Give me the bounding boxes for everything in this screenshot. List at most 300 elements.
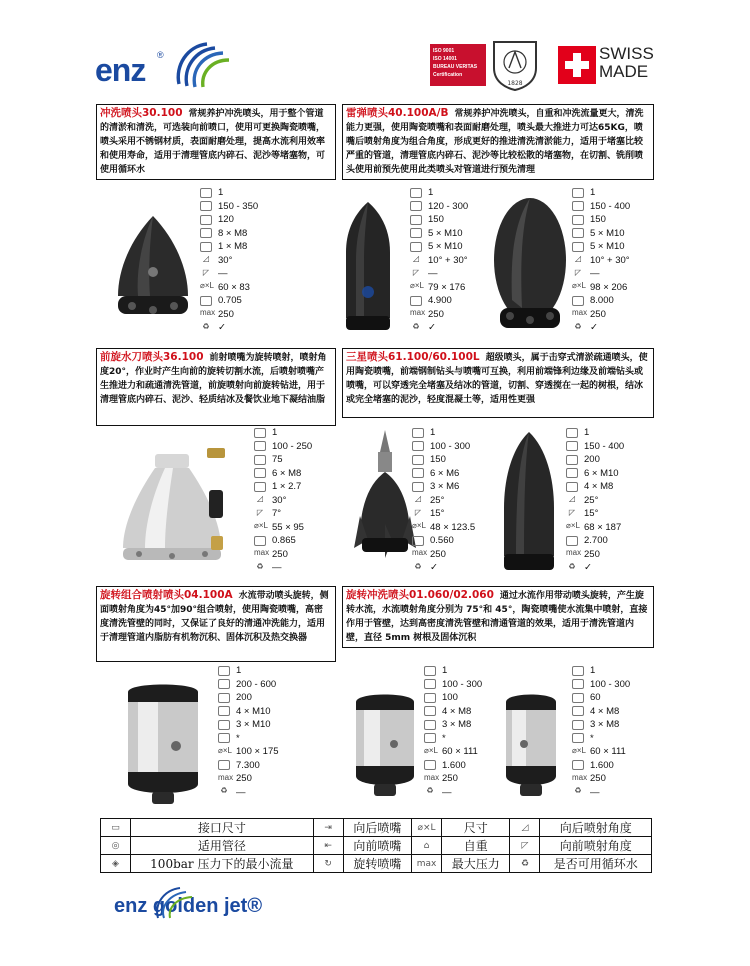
legend-label: 适用管径 (131, 837, 314, 855)
pipe-diameter-icon (424, 679, 436, 689)
spec-row (572, 254, 630, 268)
connection-icon (572, 188, 584, 198)
spec-value: 100 (442, 692, 458, 704)
spec-value: — (442, 786, 452, 798)
weight-icon (572, 760, 584, 770)
spec-row (566, 534, 624, 548)
dimension-icon: ⌀×L (218, 745, 232, 755)
cert-line: BUREAU VERITAS (433, 64, 478, 70)
front-jets-icon (424, 733, 436, 743)
cert-line: Certification (433, 72, 463, 78)
legend-row (101, 837, 652, 855)
front-jets-icon (410, 242, 422, 252)
rear-jets-icon (218, 720, 230, 730)
front-jets-icon (572, 733, 584, 743)
section-04-100a (96, 586, 336, 662)
spec-row (200, 227, 258, 241)
legend-label: 向前喷射角度 (540, 837, 652, 855)
rear-angle-icon: ◿ (414, 494, 422, 504)
spec-value: ✓ (590, 322, 598, 334)
front-angle-icon: ◸ (510, 837, 540, 855)
spec-value: 120 - 300 (428, 200, 469, 212)
spec-value: 1 (218, 187, 224, 199)
cert-line: ISO 14001 (433, 56, 457, 62)
spec-value: 6 × M6 (430, 467, 460, 479)
enz-golden-jet-logo (96, 882, 296, 922)
pipe-diameter-icon (410, 201, 422, 211)
spec-value: 60 × 111 (442, 746, 478, 758)
section-desc: 水流带动喷头旋转，侧面喷射角度为45°加90°组合喷射，使用陶瓷喷嘴，高密度清洗管壁的同时，又保证了良好的清通冲洗能力，适用于清理管道内脂肪有机物沉积、固体沉积及热交换器 (100, 591, 329, 643)
spec-row (254, 453, 312, 467)
spec-value: — (272, 562, 282, 574)
spec-value: 1 (236, 665, 242, 677)
spec-value: 250 (442, 773, 458, 785)
spec-row (572, 745, 630, 759)
connection-icon (218, 666, 230, 676)
dimension-icon: ⌀×L (254, 521, 268, 531)
spec-row (218, 678, 279, 692)
spec-value: * (442, 732, 446, 744)
spec-value: 150 - 400 (590, 200, 631, 212)
spec-row (566, 480, 624, 494)
legend-label: 是否可用循环水 (540, 855, 652, 873)
spec-value: ✓ (428, 322, 436, 334)
spec-value: 200 - 600 (236, 678, 277, 690)
connection-icon (410, 188, 422, 198)
spec-value: 7.300 (236, 759, 260, 771)
spec-value: — (218, 268, 228, 280)
spec-value: 250 (590, 308, 606, 320)
legend-label: 最大压力 (442, 855, 510, 873)
dimension-icon: ⌀×L (572, 281, 586, 291)
section-desc: 常规养护冲洗喷头，自重和冲洗流量更大，清洗能力更强，使用陶瓷喷嘴和表面耐磨处理，喷头最大推进力可达65KG，喷嘴后喷射角度为组合角度，形成更好的推进清洗清淤能力，适用于堵塞比较严重的管道，清理管底内碎石、泥沙等比较松散的堵塞物，在切割、铣削喷头使用前预先使用此类喷头对管道进行预先清理 (346, 109, 644, 175)
rear-jets-icon (412, 468, 424, 478)
min-flow-icon (200, 215, 212, 225)
spec-row (566, 453, 624, 467)
rear-angle-icon: ◿ (256, 494, 264, 504)
pipe-diameter-icon (200, 201, 212, 211)
spec-column-60-100l (566, 426, 624, 575)
spec-value: ✓ (218, 322, 226, 334)
spec-column-30-100 (200, 186, 258, 335)
section-title: 冲洗喷头30.100 (100, 107, 183, 119)
logo-reg: ® (157, 50, 164, 60)
connection-icon (572, 666, 584, 676)
spec-row (410, 200, 468, 214)
legend-table (100, 818, 652, 873)
spec-value: 25° (430, 494, 445, 506)
dimension-icon: ⌀×L (566, 521, 580, 531)
spec-row (412, 507, 475, 521)
swiss-made-badge (558, 46, 654, 84)
spec-row (218, 664, 279, 678)
legend-label: 自重 (442, 837, 510, 855)
spec-value: 4 × M8 (584, 481, 614, 493)
front-jets-icon (412, 482, 424, 492)
connection-icon (566, 428, 578, 438)
spec-row (572, 718, 630, 732)
legend-label: 尺寸 (442, 819, 510, 837)
spec-value: 1.600 (590, 759, 614, 771)
spec-row (424, 664, 482, 678)
spec-row (254, 467, 312, 481)
spec-row (410, 227, 468, 241)
rotating-jets-icon (218, 706, 230, 716)
rotating-jets-icon (572, 706, 584, 716)
spec-value: 100 - 300 (430, 440, 471, 452)
spec-column-36-100 (254, 426, 312, 575)
spec-row (412, 453, 475, 467)
spec-row (254, 521, 312, 535)
spec-row (254, 440, 312, 454)
rear-jets-icon (572, 720, 584, 730)
section-desc: 常规养护冲洗喷头，用于整个管道的清淤和清洗，可选装向前喷口，使用可更换陶瓷喷嘴，喷头采用不锈钢材质，表面耐磨处理，提高水流利用效率和使用寿命，适用于清理管底内碎石、泥沙等堵塞物，可使用循环水 (100, 109, 326, 175)
rear-jets-icon (566, 468, 578, 478)
front-angle-icon: ◸ (202, 267, 210, 277)
nozzle-61-100-image (350, 428, 420, 568)
weight-icon (566, 536, 578, 546)
spec-value: * (236, 732, 240, 744)
spec-column-04-100a (218, 664, 279, 799)
spec-value: 100 - 250 (272, 440, 313, 452)
spec-row (572, 200, 630, 214)
section-title: 前旋水刀喷头36.100 (100, 351, 204, 363)
spec-value: 100 - 300 (442, 678, 483, 690)
spec-value: 1 × M8 (218, 241, 248, 253)
spec-value: 3 × M8 (590, 719, 620, 731)
spec-value: 150 (428, 214, 444, 226)
spec-row (412, 440, 475, 454)
section-desc: 超级喷头，属于击穿式清淤疏通喷头，使用陶瓷喷嘴，前端钢制钻头与喷嘴可互换，利用前端锋利边缘及前端钻头或喷嘴，可以穿透完全堵塞及结冰的管道，切割、穿透搅在一起的树根，结冰或完全堵塞的泥沙，轻度混凝土等，适用性更强 (346, 353, 648, 405)
spec-row (254, 548, 312, 562)
spec-row (254, 426, 312, 440)
spec-value: 48 × 123.5 (430, 521, 476, 533)
spec-row (200, 308, 258, 322)
spec-row (566, 494, 624, 508)
spec-value: — (428, 268, 438, 280)
logo-text: enz (95, 52, 146, 88)
spec-value: 4.900 (428, 295, 452, 307)
spec-value: 200 (236, 692, 252, 704)
recycle-icon: ♻ (568, 561, 576, 571)
spec-row (566, 507, 624, 521)
spec-value: 5 × M10 (428, 227, 463, 239)
spec-value: 250 (218, 308, 234, 320)
section-title: 旋转冲洗喷头01.060/02.060 (346, 589, 494, 601)
pipe-diameter-icon (572, 201, 584, 211)
spec-row (572, 705, 630, 719)
spec-row (424, 718, 482, 732)
min-flow-icon (572, 693, 584, 703)
spec-row (412, 521, 475, 535)
max-pressure-icon: max (200, 308, 216, 318)
spec-row (424, 772, 482, 786)
max-pressure-icon: max (572, 772, 588, 782)
spec-row (218, 759, 279, 773)
section-desc: 通过水流作用带动喷头旋转，产生旋转水流，水流喷射角度分别为 75°和 45°，陶瓷喷嘴使水流集中喷射，直接作用于管壁，达到高密度清洗管壁和清通管道的效果，适用于清洗管道内壁，直径 5mm 树根及固体沉积 (346, 591, 648, 643)
weight-icon (254, 536, 266, 546)
spec-row (572, 227, 630, 241)
section-title: 三星喷头61.100/60.100L (346, 351, 480, 363)
spec-row (566, 426, 624, 440)
spec-value: 15° (430, 508, 445, 520)
spec-row (200, 294, 258, 308)
section-desc: 前射喷嘴为旋转喷射，喷射角度20°，作业时产生向前的旋转切割水流，后喷射喷嘴产生推进力和疏通清洗管道，前旋喷射向前旋转钻进，用于清理管底内碎石、泥沙、轻质结冰及餐饮业地下凝结油脂 (100, 353, 327, 405)
nozzle-04-100a-image (118, 672, 208, 812)
spec-row (218, 718, 279, 732)
rear-jets-icon (424, 720, 436, 730)
spec-row (200, 281, 258, 295)
spec-row (572, 321, 630, 335)
spec-value: 4 × M8 (442, 705, 472, 717)
weight-icon (572, 296, 584, 306)
dimension-icon: ⌀×L (410, 281, 424, 291)
spec-value: 1 (430, 427, 436, 439)
legend-label: 向前喷嘴 (343, 837, 411, 855)
recycle-icon: ♻ (510, 855, 540, 873)
spec-row (424, 678, 482, 692)
min-flow-icon (566, 455, 578, 465)
section-30-100 (96, 104, 336, 180)
spec-value: 75 (272, 454, 283, 466)
spec-row (410, 267, 468, 281)
spec-value: 250 (430, 548, 446, 560)
min-flow-icon (412, 455, 424, 465)
spec-value: 150 - 350 (218, 200, 259, 212)
dimension-icon: ⌀×L (200, 281, 214, 291)
spec-row (200, 267, 258, 281)
spec-value: 100 × 175 (236, 746, 279, 758)
spec-value: 1 × 2.7 (272, 481, 302, 493)
spec-value: 1 (584, 427, 590, 439)
spec-row (572, 294, 630, 308)
spec-row (566, 440, 624, 454)
spec-row (572, 772, 630, 786)
min-flow-icon (572, 215, 584, 225)
recycle-icon: ♻ (220, 786, 228, 796)
min-flow-icon (424, 693, 436, 703)
rear-jets-icon: ⇥ (313, 819, 343, 837)
spec-row (412, 467, 475, 481)
connection-icon (200, 188, 212, 198)
section-40-100 (342, 104, 654, 180)
front-angle-icon: ◸ (414, 507, 422, 517)
weight-icon (424, 760, 436, 770)
recycle-icon: ♻ (256, 561, 264, 571)
spec-row (254, 494, 312, 508)
spec-row (218, 786, 279, 800)
spec-value: — (236, 786, 246, 798)
front-angle-icon: ◸ (256, 507, 264, 517)
recycle-icon: ♻ (574, 321, 582, 331)
spec-value: 6 × M10 (584, 467, 619, 479)
spec-value: 98 × 206 (590, 281, 628, 293)
front-jets-icon (572, 242, 584, 252)
section-61-100 (342, 348, 654, 418)
dimension-icon: ⌀×L (412, 819, 442, 837)
spec-row (412, 426, 475, 440)
spec-value: 60 (590, 692, 601, 704)
spec-value: 0.705 (218, 295, 242, 307)
front-angle-icon: ◸ (568, 507, 576, 517)
spec-value: 6 × M8 (272, 467, 302, 479)
spec-row (412, 494, 475, 508)
spec-row (410, 186, 468, 200)
spec-value: 30° (218, 254, 233, 266)
spec-value: ✓ (584, 562, 592, 574)
spec-row (412, 548, 475, 562)
spec-row (254, 507, 312, 521)
front-jets-icon (254, 482, 266, 492)
max-pressure-icon: max (218, 772, 234, 782)
spec-row (412, 534, 475, 548)
swiss-flag-icon (558, 46, 596, 84)
front-jets-icon: ⇤ (313, 837, 343, 855)
pipe-diameter-icon (412, 441, 424, 451)
spec-value: 7° (272, 508, 282, 520)
spec-row (410, 281, 468, 295)
section-36-100 (96, 348, 336, 426)
section-title: 雷弹喷头40.100A/B (346, 107, 449, 119)
spec-row (412, 561, 475, 575)
spec-row (572, 664, 630, 678)
rear-angle-icon: ◿ (202, 254, 210, 264)
spec-value: 150 (590, 214, 606, 226)
spec-row (572, 786, 630, 800)
spec-value: 1 (590, 665, 596, 677)
spec-row (410, 294, 468, 308)
spec-value: 15° (584, 508, 599, 520)
spec-column-40-100b (572, 186, 630, 335)
spec-row (424, 759, 482, 773)
spec-value: * (590, 732, 594, 744)
spec-value: 55 × 95 (272, 521, 304, 533)
spec-row (566, 521, 624, 535)
spec-row (572, 240, 630, 254)
spec-value: 3 × M10 (236, 719, 271, 731)
max-pressure-icon: max (254, 548, 270, 558)
spec-value: 1 (428, 187, 434, 199)
front-angle-icon: ◸ (412, 267, 420, 277)
spec-row (566, 561, 624, 575)
spec-row (424, 786, 482, 800)
spec-value: 10° + 30° (428, 254, 468, 266)
spec-value: 5 × M10 (590, 241, 625, 253)
spec-value: 2.700 (584, 535, 608, 547)
spec-value: 8 × M8 (218, 227, 248, 239)
rear-jets-icon (200, 228, 212, 238)
rear-angle-icon: ◿ (568, 494, 576, 504)
front-angle-icon: ◸ (574, 267, 582, 277)
dimension-icon: ⌀×L (412, 521, 426, 531)
recycle-icon: ♻ (426, 786, 434, 796)
spec-row (410, 254, 468, 268)
spec-column-40-100a (410, 186, 468, 335)
recycle-icon: ♻ (414, 561, 422, 571)
spec-value: 60 × 83 (218, 281, 250, 293)
legend-label: 向后喷射角度 (540, 819, 652, 837)
spec-value: ✓ (430, 562, 438, 574)
weight-icon (412, 536, 424, 546)
front-jets-icon (218, 733, 230, 743)
spec-row (572, 186, 630, 200)
spec-value: 8.000 (590, 295, 614, 307)
spec-row (566, 548, 624, 562)
dimension-icon: ⌀×L (424, 745, 438, 755)
spec-row (254, 534, 312, 548)
spec-row (218, 732, 279, 746)
spec-column-02-060 (572, 664, 630, 799)
nozzle-02-060-image (500, 684, 562, 806)
spec-value: 4 × M10 (236, 705, 271, 717)
spec-row (572, 267, 630, 281)
bureau-veritas-seal-icon (490, 38, 540, 92)
spec-value: — (590, 268, 600, 280)
spec-row (572, 732, 630, 746)
spec-row (572, 759, 630, 773)
spec-row (424, 732, 482, 746)
rear-angle-icon: ◿ (574, 254, 582, 264)
spec-row (410, 240, 468, 254)
legend-label: 旋转喷嘴 (343, 855, 411, 873)
spec-value: 0.560 (430, 535, 454, 547)
spec-row (572, 691, 630, 705)
spec-row (572, 281, 630, 295)
legend-label: 100bar 压力下的最小流量 (131, 855, 314, 873)
pipe-diameter-icon (254, 441, 266, 451)
pipe-diameter-icon: ◎ (101, 837, 131, 855)
spec-value: 1 (590, 187, 596, 199)
rear-jets-icon (572, 228, 584, 238)
spec-value: 60 × 111 (590, 746, 626, 758)
swiss-line: MADE (599, 62, 649, 81)
nozzle-36-100-image (115, 444, 245, 574)
connection-icon: ▭ (101, 819, 131, 837)
spec-value: 3 × M6 (430, 481, 460, 493)
spec-row (424, 705, 482, 719)
spec-value: 5 × M10 (428, 241, 463, 253)
nozzle-01-060-image (350, 684, 420, 806)
legend-row (101, 819, 652, 837)
nozzle-40-100a-image (338, 200, 398, 340)
section-title: 旋转组合喷射喷头04.100A (100, 589, 233, 601)
recycle-icon: ♻ (574, 786, 582, 796)
spec-value: 100 - 300 (590, 678, 631, 690)
spec-row (218, 772, 279, 786)
rear-jets-icon (254, 468, 266, 478)
max-pressure-icon: max (572, 308, 588, 318)
spec-value: — (590, 786, 600, 798)
spec-row (200, 240, 258, 254)
front-jets-icon (200, 242, 212, 252)
enz-swoosh-icon (173, 40, 231, 90)
legend-row (101, 855, 652, 873)
spec-row (200, 200, 258, 214)
min-flow-icon (254, 455, 266, 465)
spec-value: 200 (584, 454, 600, 466)
bv-year: 1828 (507, 80, 523, 87)
swiss-text (599, 45, 654, 81)
spec-value: 4 × M8 (590, 705, 620, 717)
rear-angle-icon: ◿ (412, 254, 420, 264)
nozzle-60-100l-image (494, 428, 564, 578)
spec-value: 250 (584, 548, 600, 560)
spec-row (410, 321, 468, 335)
pipe-diameter-icon (218, 679, 230, 689)
golden-jet-text: enz golden jet® (114, 895, 263, 917)
spec-row (218, 691, 279, 705)
spec-row (572, 213, 630, 227)
